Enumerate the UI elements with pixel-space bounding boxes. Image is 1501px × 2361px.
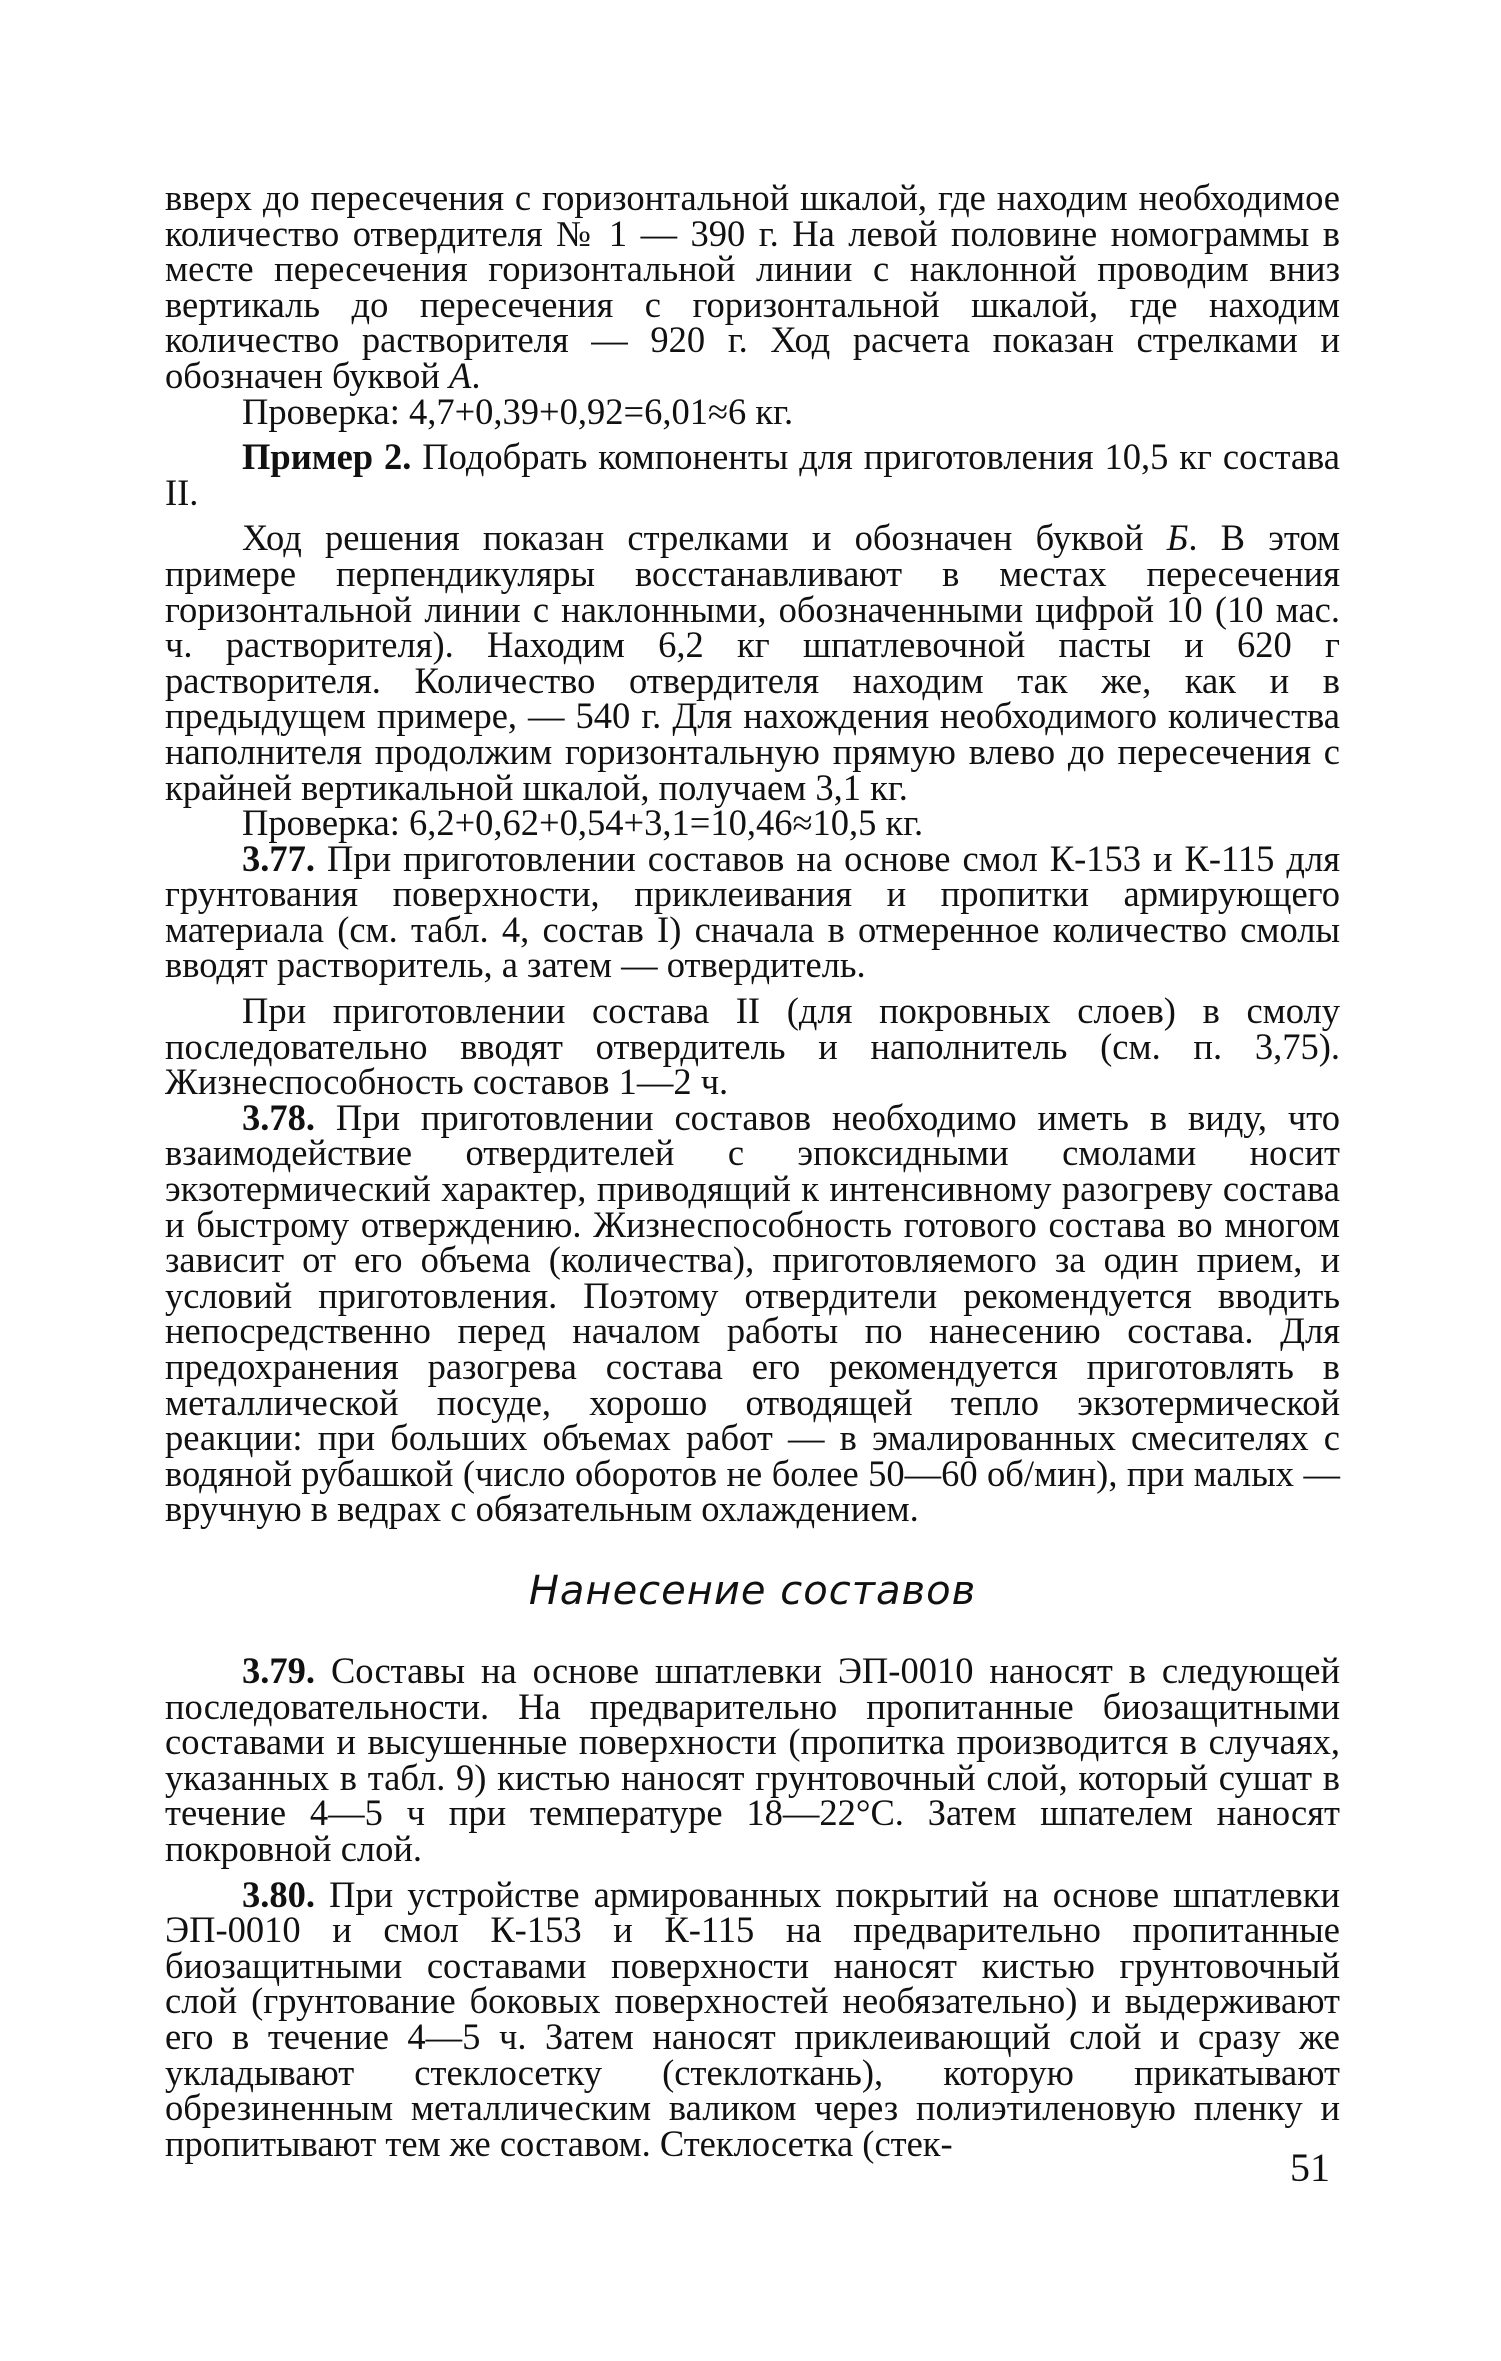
paragraph-check-2: Проверка: 6,2+0,62+0,54+3,1=10,46≈10,5 кг. [242, 802, 924, 844]
paragraph-3-77: 3.77. При приготовлении составов на основе смол К-153 и К-115 для грунтования поверхности, приклеивания и пропитки армирующего материала (см. табл. 4, состав I) сначала в отмеренное количество смолы вводят растворитель, а затем — отвердитель. [165, 837, 1340, 986]
clause-number-3-78: 3.78. [242, 1096, 315, 1138]
paragraph-3-78: 3.78. При приготовлении составов необходимо иметь в виду, что взаимодействие отвердителей с эпоксидными смолами носит экзотермический характер, приводящий к интенсивному разогреву состава и быстрому отверждению. Жизнеспособность готового состава во многом зависит от его объема (количества), приготовляемого за один прием, и условий приготовления. Поэтому отвердители рекомендуется вводить непосредственно перед началом работы по нанесению состава. Для предохранения разогрева состава его рекомендуется приготовлять в металлической посуде, хорошо отводящей тепло экзотермической реакции: при больших объемах работ — в эмалированных смесителях с водяной рубашкой (число оборотов не более 50—60 об/мин), при малых — вручную в ведрах с обязательным охлаждением. [165, 1096, 1340, 1530]
paragraph-nomogram-example-1: вверх до пересечения с горизонтальной шкалой, где находим необходимое количество отвердителя № 1 — 390 г. На левой половине номограммы в месте пересечения горизонтальной линии с наклонной проводим вниз вертикаль до пересечения с горизонтальной шкалой, где находим количество растворителя — 920 г. Ход расчета показан стрелками и обозначен буквой А. [165, 177, 1340, 396]
paragraph-3-80: 3.80. При устройстве армированных покрытий на основе шпатлевки ЭП-0010 и смол К-153 и К-115 на предварительно пропитанные биозащитными составами поверхности наносят кистью грунтовочный слой (грунтование боковых поверхностей необязательно) и выдерживают его в течение 4—5 ч. Затем наносят приклеивающий слой и сразу же укладывают стеклосетку (стеклоткань), которую прикатывают обрезиненным металлическим валиком через полиэтиленовую пленку и пропитывают тем же составом. Стеклосетка (стек- [165, 1873, 1340, 2164]
letter-b: Б [1166, 517, 1189, 559]
letter-a: А [449, 354, 472, 396]
example-2-label: Пример 2. [242, 436, 412, 478]
clause-number-3-80: 3.80. [242, 1873, 315, 1915]
clause-number-3-79: 3.79. [242, 1649, 315, 1691]
paragraph-example-2: Пример 2. Подобрать компоненты для приготовления 10,5 кг состава II. [165, 436, 1340, 513]
paragraph-3-79: 3.79. Составы на основе шпатлевки ЭП-0010 наносят в следующей последовательности. На предварительно пропитанные биозащитными составами и высушенные поверхности (пропитка производится в случаях, указанных в табл. 9) кистью наносят грунтовочный слой, который сушат в течение 4—5 ч при температуре 18—22°С. Затем шпателем наносят покровной слой. [165, 1649, 1340, 1869]
page-body [165, 177, 1340, 2164]
paragraph-check-1: Проверка: 4,7+0,39+0,92=6,01≈6 кг. [242, 390, 794, 432]
paragraph-composition-2: При приготовлении состава II (для покровных слоев) в смолу последовательно вводят отвердитель и наполнитель (см. п. 3,75). Жизнеспособность составов 1—2 ч. [165, 990, 1340, 1103]
clause-number-3-77: 3.77. [242, 837, 315, 879]
page-number: 51 [1290, 2145, 1330, 2190]
section-title: Нанесение составов [528, 1567, 977, 1614]
paragraph-solution-2: Ход решения показан стрелками и обозначен буквой Б. В этом примере перпендикуляры восстанавливают в местах пересечения горизонтальной линии с наклонными, обозначенными цифрой 10 (10 мас. ч. растворителя). Находим 6,2 кг шпатлевочной пасты и 620 г растворителя. Количество отвердителя находим так же, как и в предыдущем примере, — 540 г. Для нахождения необходимого количества наполнителя продолжим горизонтальную прямую влево до пересечения с крайней вертикальной шкалой, получаем 3,1 кг. [165, 517, 1340, 808]
